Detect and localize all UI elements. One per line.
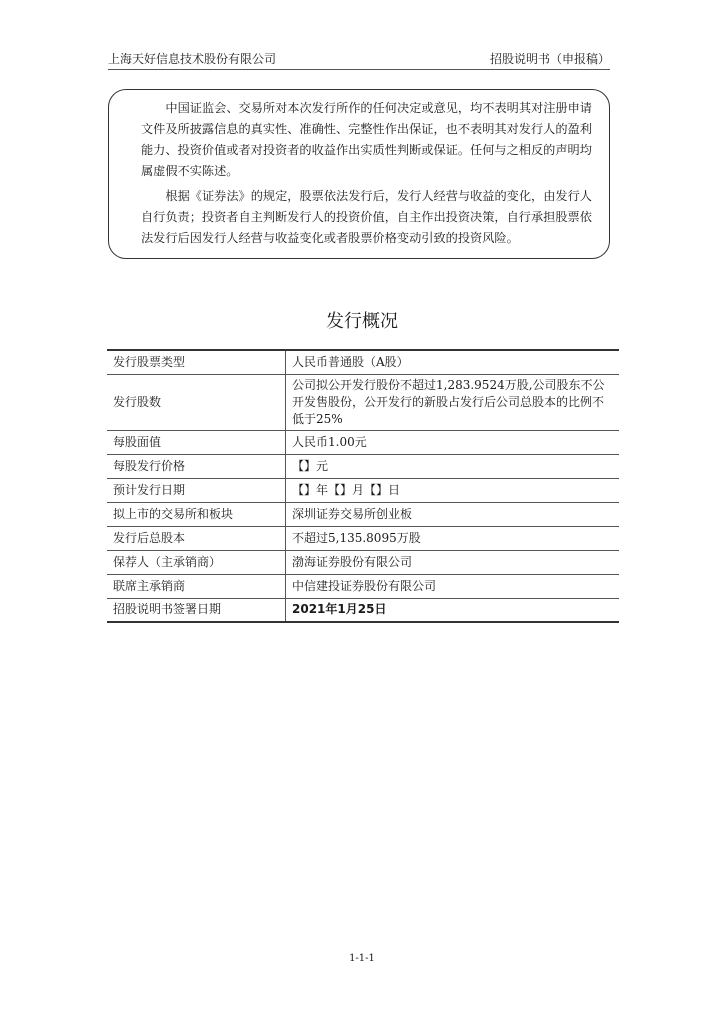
table-row — [107, 454, 619, 478]
row-label: 联席主承销商 — [107, 574, 286, 598]
row-value: 不超过5,135.8095万股 — [286, 526, 620, 550]
offering-overview-table — [107, 349, 619, 623]
row-label: 预计发行日期 — [107, 478, 286, 502]
row-value: 中信建投证券股份有限公司 — [286, 574, 620, 598]
row-label: 拟上市的交易所和板块 — [107, 502, 286, 526]
table-row — [107, 526, 619, 550]
row-label: 招股说明书签署日期 — [107, 598, 286, 622]
row-label: 发行股数 — [107, 374, 286, 430]
row-value: 【】元 — [286, 454, 620, 478]
notice-paragraph: 中国证监会、交易所对本次发行所作的任何决定或意见，均不表明其对注册申请文件及所披露信息的真实性、准确性、完整性作出保证，也不表明其对发行人的盈利能力、投资价值或者对投资者的收益作出实质性判断或保证。任何与之相反的声明均属虚假不实陈述。 — [141, 101, 592, 178]
document-type: 招股说明书（申报稿） — [489, 52, 610, 66]
row-value: 人民币1.00元 — [286, 430, 620, 454]
table-row — [107, 550, 619, 574]
row-label: 发行股票类型 — [107, 350, 286, 374]
table-row — [107, 350, 619, 374]
table-row — [107, 598, 619, 622]
page-number: 1-1-1 — [349, 953, 375, 964]
notice-paragraph: 根据《证券法》的规定，股票依法发行后，发行人经营与收益的变化，由发行人自行负责；投资者自主判断发行人的投资价值，自主作出投资决策，自行承担股票依法发行后因发行人经营与收益变化或者股票价格变动引致的投资风险。 — [141, 189, 592, 245]
regulatory-notice-box — [108, 89, 610, 259]
row-value: 公司拟公开发行股份不超过1,283.9524万股,公司股东不公开发售股份，公开发行的新股占发行后公司总股本的比例不低于25% — [286, 374, 620, 430]
page-header — [108, 50, 610, 70]
table-row — [107, 574, 619, 598]
row-value: 【】年【】月【】日 — [286, 478, 620, 502]
row-label: 每股面值 — [107, 430, 286, 454]
table-row — [107, 478, 619, 502]
table-row — [107, 374, 619, 430]
table-row — [107, 430, 619, 454]
row-value: 2021年1月25日 — [286, 598, 620, 622]
row-value: 深圳证券交易所创业板 — [286, 502, 620, 526]
company-name: 上海天好信息技术股份有限公司 — [108, 52, 277, 66]
row-label: 发行后总股本 — [107, 526, 286, 550]
row-label: 保荐人（主承销商） — [107, 550, 286, 574]
row-value: 渤海证券股份有限公司 — [286, 550, 620, 574]
row-label: 每股发行价格 — [107, 454, 286, 478]
table-row — [107, 502, 619, 526]
section-title: 发行概况 — [326, 311, 398, 332]
row-value: 人民币普通股（A股） — [286, 350, 620, 374]
